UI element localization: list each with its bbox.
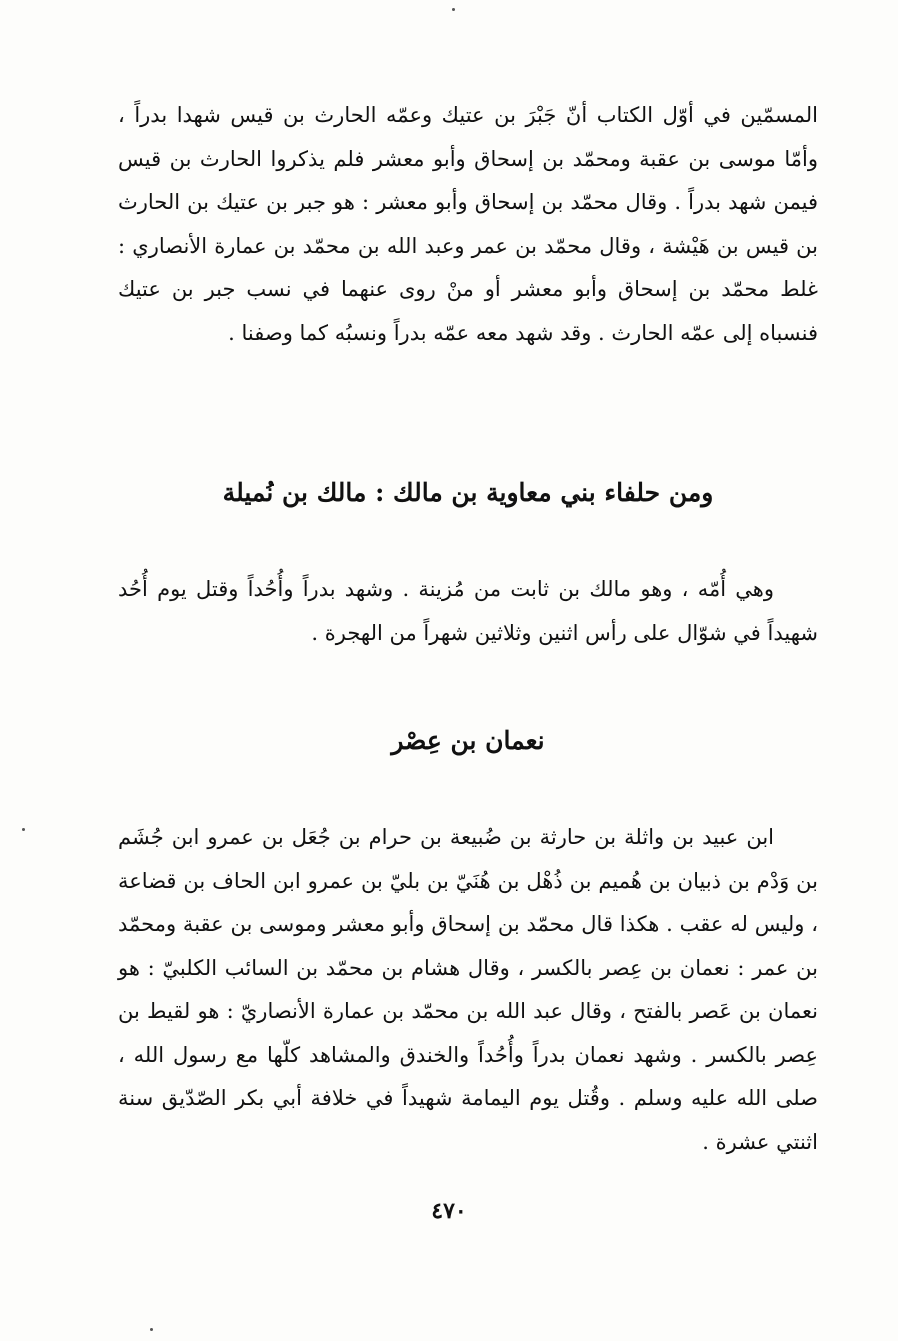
section-heading-numan-bin-isr: نعمان بن عِصْر: [391, 726, 545, 755]
paragraph-numan-bin-isr: [118, 816, 818, 1164]
section-heading-malik-bin-numayla: ومن حلفاء بني معاوية بن مالك : مالك بن نُميلة: [222, 478, 714, 507]
page-speck: [452, 8, 455, 11]
paragraph-continuation: [118, 94, 818, 355]
page-speck: [22, 828, 25, 831]
paragraph-text: ابن عبيد بن واثلة بن حارثة بن ضُبيعة بن حرام بن جُعَل بن عمرو ابن جُشَم بن وَدْم بن ذبيان بن هُميم بن ذُهْل بن هُنَيّ بن بليّ بن عمرو ابن الحاف بن قضاعة ، وليس له عقب . هكذا قال محمّد بن إسحاق وأبو معشر وموسى بن عقبة ومحمّد بن عمر : نعمان بن عِصر بالكسر ، وقال هشام بن محمّد بن السائب الكلبيّ : هو نعمان بن عَصر بالفتح ، وقال عبد الله بن محمّد بن عمارة الأنصاريّ : هو لقيط بن عِصر بالكسر . وشهد نعمان بدراً وأُحُداً والخندق والمشاهد كلّها مع رسول الله ، صلى الله عليه وسلم . وقُتل يوم اليمامة شهيداً في خلافة أبي بكر الصّدّيق سنة اثنتي عشرة .: [118, 825, 818, 1154]
paragraph-text: المسمّين في أوّل الكتاب أنّ جَبْرَ بن عتيك وعمّه الحارث بن قيس شهدا بدراً ، وأمّا موسى بن عقبة ومحمّد بن إسحاق وأبو معشر فلم يذكروا الحارث بن قيس فيمن شهد بدراً . وقال محمّد بن إسحاق وأبو معشر : هو جبر بن عتيك بن الحارث بن قيس بن هَيْشة ، وقال محمّد بن عمر وعبد الله بن محمّد بن عمارة الأنصاري : غلط محمّد بن إسحاق وأبو معشر أو منْ روى عنهما في نسب جبر بن عتيك فنسباه إلى عمّه الحارث . وقد شهد معه عمّه بدراً ونسبُه كما وصفنا .: [118, 103, 818, 345]
paragraph-malik-bin-numayla: [118, 568, 818, 655]
page-speck: [150, 1328, 153, 1331]
page-number: ٤٧٠: [431, 1198, 467, 1224]
paragraph-text: وهي أُمّه ، وهو مالك بن ثابت من مُزينة . وشهد بدراً وأُحُداً وقتل يوم أُحُد شهيداً في شوّال على رأس اثنين وثلاثين شهراً من الهجرة .: [118, 577, 818, 645]
